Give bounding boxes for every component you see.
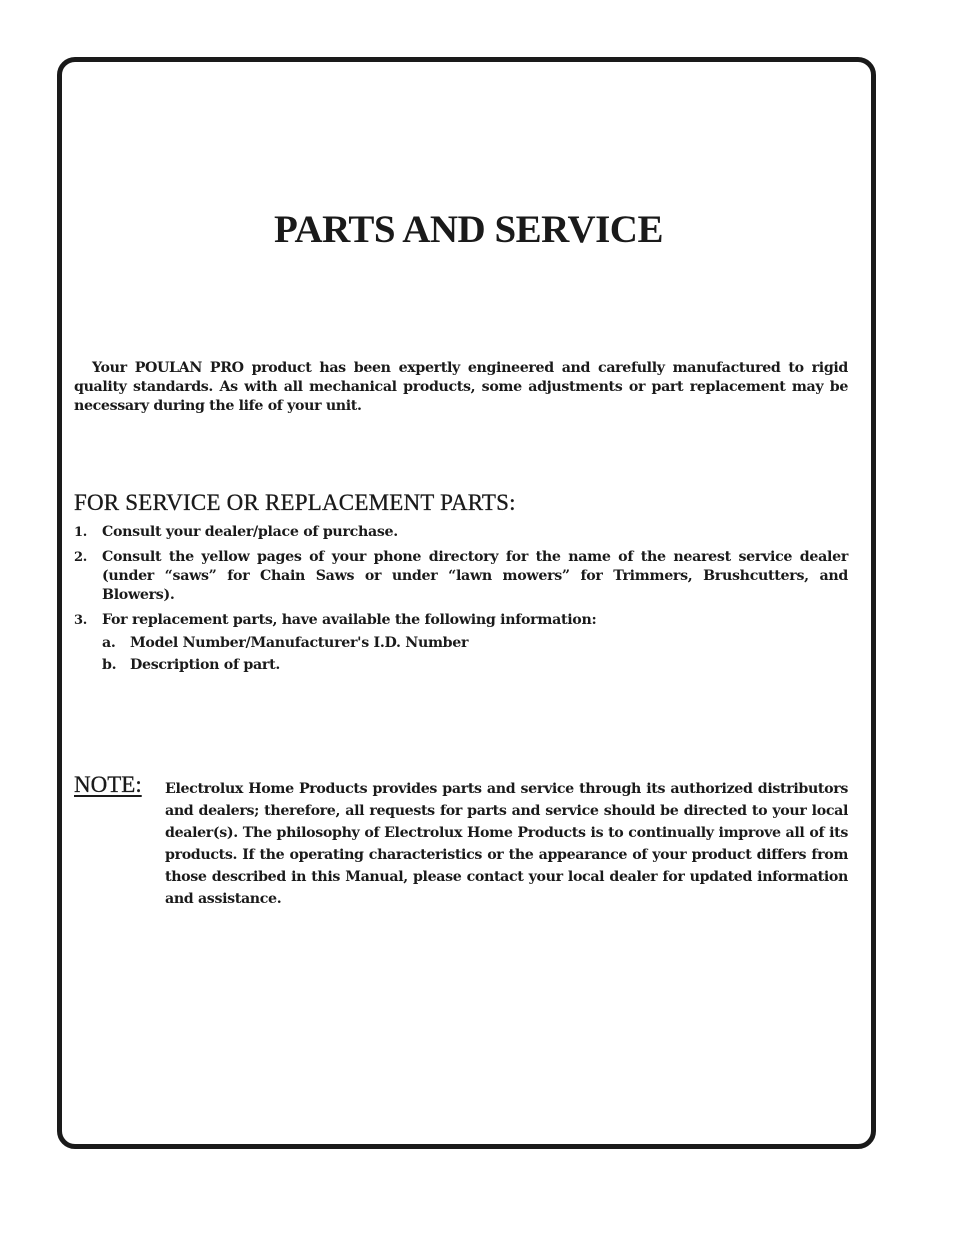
step-number: 3.	[74, 613, 87, 628]
service-steps-list	[74, 523, 848, 681]
substep-letter: a.	[102, 635, 116, 651]
step-number: 2.	[74, 550, 87, 565]
replacement-info-item-a	[102, 634, 848, 653]
substep-letter: b.	[102, 657, 117, 673]
replacement-info-item-b	[102, 656, 848, 675]
step-text: For replacement parts, have available the following information:	[102, 612, 597, 628]
substep-text: Description of part.	[130, 657, 280, 673]
note-label: NOTE:	[74, 772, 142, 797]
note-text: Electrolux Home Products provides parts and service through its authorized distributors and dealers; therefore, all requests for parts and service should be directed to your local dealer(s). The philosophy of Electrolux Home Products is to continually improve all of its products. If the operating characteristics or the appearance of your product differs from those described in this Manual, please contact your local dealer for updated information and assistance.	[165, 781, 848, 907]
service-step-1	[74, 523, 848, 542]
page-title: PARTS AND SERVICE	[274, 208, 663, 251]
step-text: Consult the yellow pages of your phone directory for the name of the nearest service dealer (under “saws” for Chain Saws or under “lawn mowers” for Trimmers, Brushcutters, and Blowers).	[102, 549, 848, 603]
service-step-3	[74, 611, 848, 675]
step-text: Consult your dealer/place of purchase.	[102, 524, 398, 540]
replacement-info-list	[102, 634, 848, 675]
substep-text: Model Number/Manufacturer's I.D. Number	[130, 635, 469, 651]
service-heading: FOR SERVICE OR REPLACEMENT PARTS:	[74, 490, 516, 515]
step-number: 1.	[74, 525, 87, 540]
service-step-2	[74, 548, 848, 605]
intro-paragraph: Your POULAN PRO product has been expertly engineered and carefully manufactured to rigid quality standards. As with all mechanical products, some adjustments or part replacement may be necessary during the life of your unit.	[74, 360, 848, 414]
